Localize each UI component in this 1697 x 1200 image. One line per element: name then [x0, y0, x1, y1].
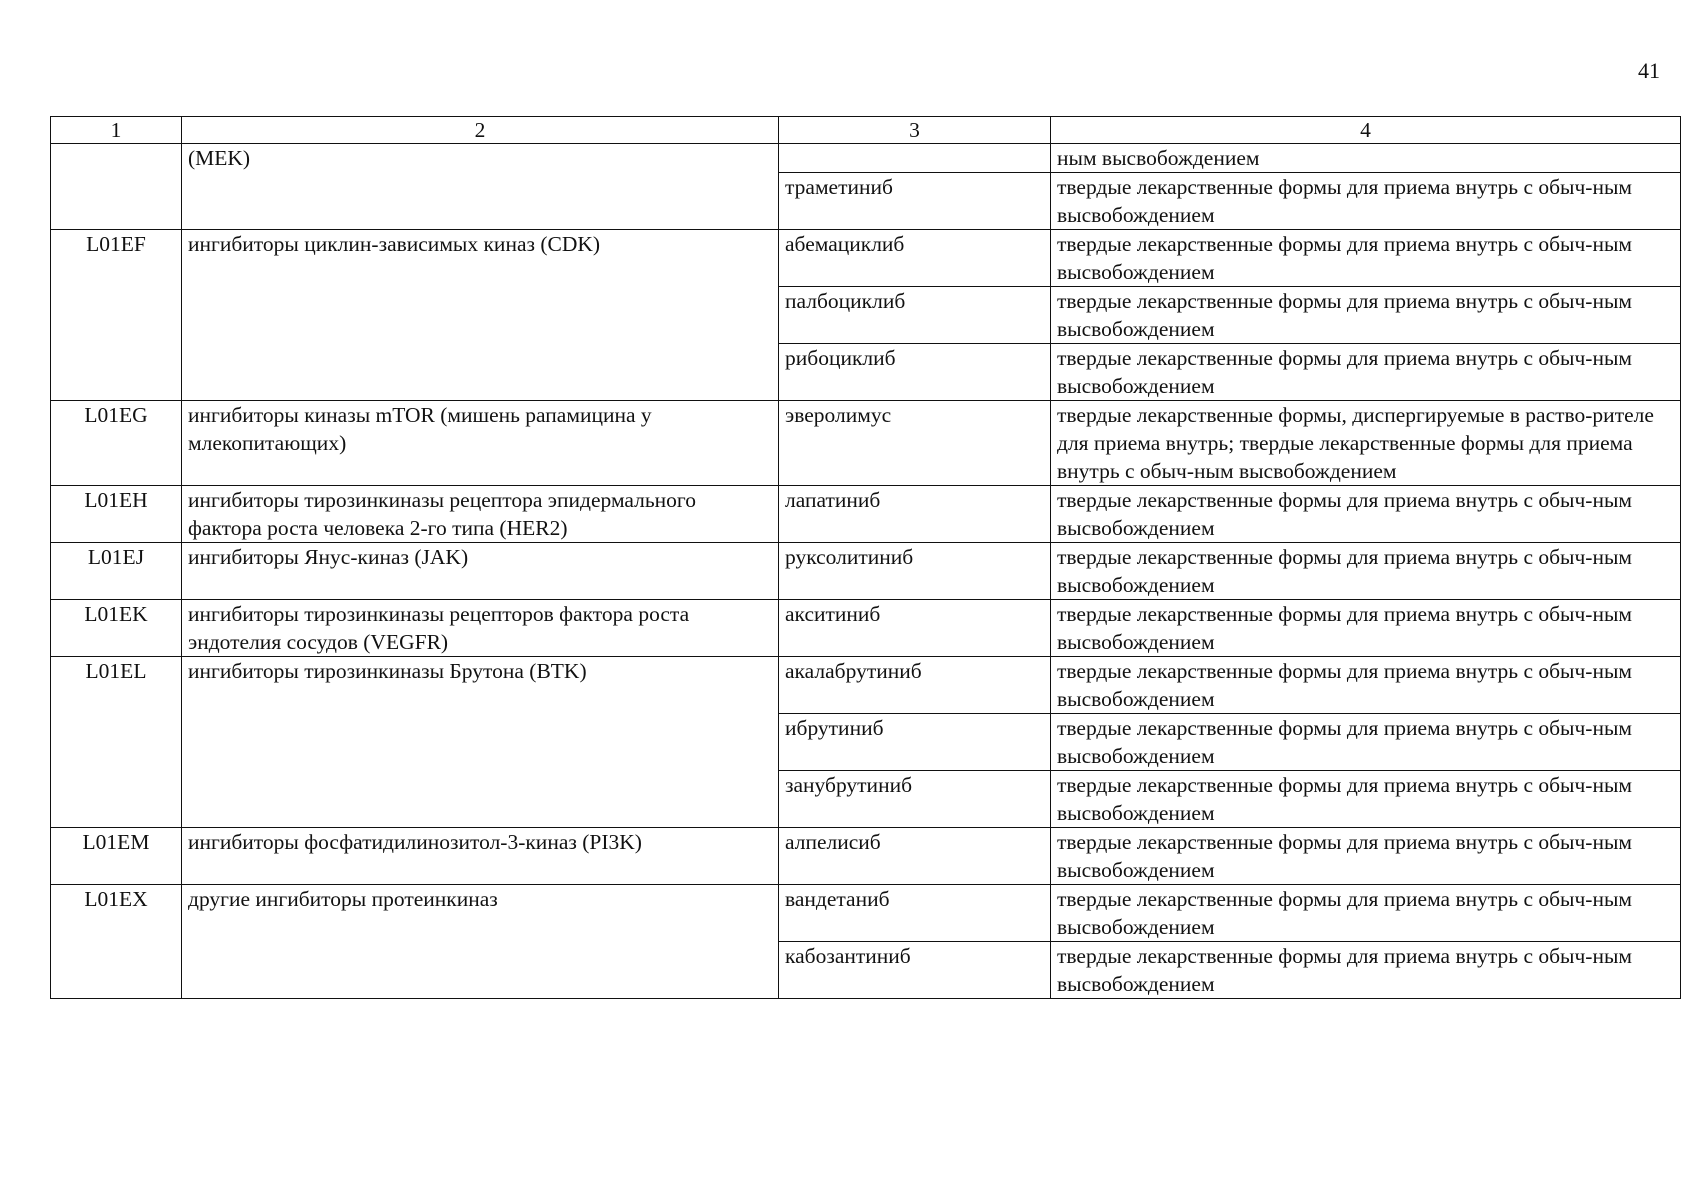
drug-name-cell: рибоциклиб [779, 344, 1051, 401]
drug-name-cell [779, 144, 1051, 173]
column-header-4: 4 [1051, 117, 1681, 144]
group-name-cell: другие ингибиторы протеинкиназ [182, 885, 779, 999]
atc-code-cell: L01EK [51, 600, 182, 657]
atc-code-cell [51, 144, 182, 230]
drug-name-cell: занубрутиниб [779, 771, 1051, 828]
drug-name-cell: кабозантиниб [779, 942, 1051, 999]
column-header-2: 2 [182, 117, 779, 144]
page-number: 41 [1638, 58, 1660, 83]
drug-name-cell: палбоциклиб [779, 287, 1051, 344]
table-row [51, 828, 1681, 885]
drug-name-cell: алпелисиб [779, 828, 1051, 885]
group-name-cell: ингибиторы киназы mTOR (мишень рапамицина у млекопитающих) [182, 401, 779, 486]
drug-name-cell: акалабрутиниб [779, 657, 1051, 714]
group-name-cell: ингибиторы тирозинкиназы рецептора эпидермального фактора роста человека 2-го типа (HER2) [182, 486, 779, 543]
dosage-form-cell: твердые лекарственные формы для приема внутрь с обыч-ным высвобождением [1051, 344, 1681, 401]
group-name-cell: ингибиторы циклин-зависимых киназ (CDK) [182, 230, 779, 401]
dosage-form-cell: твердые лекарственные формы для приема внутрь с обыч-ным высвобождением [1051, 600, 1681, 657]
dosage-form-cell: твердые лекарственные формы для приема внутрь с обыч-ным высвобождением [1051, 714, 1681, 771]
table-row [51, 230, 1681, 287]
group-name-cell: ингибиторы тирозинкиназы рецепторов фактора роста эндотелия сосудов (VEGFR) [182, 600, 779, 657]
table-row [51, 543, 1681, 600]
atc-code-cell: L01EX [51, 885, 182, 999]
column-header-3: 3 [779, 117, 1051, 144]
table-header [51, 117, 1681, 144]
dosage-form-cell: твердые лекарственные формы, диспергируемые в раство-рителе для приема внутрь; твердые лекарственные формы для приема внутрь с обыч-ным высвобождением [1051, 401, 1681, 486]
group-name-cell: ингибиторы Янус-киназ (JAK) [182, 543, 779, 600]
group-name-cell: ингибиторы тирозинкиназы Брутона (BTK) [182, 657, 779, 828]
dosage-form-cell: твердые лекарственные формы для приема внутрь с обыч-ным высвобождением [1051, 543, 1681, 600]
atc-code-cell: L01EL [51, 657, 182, 828]
drug-name-cell: ибрутиниб [779, 714, 1051, 771]
atc-code-cell: L01EJ [51, 543, 182, 600]
dosage-form-cell: твердые лекарственные формы для приема внутрь с обыч-ным высвобождением [1051, 828, 1681, 885]
atc-code-cell: L01EM [51, 828, 182, 885]
column-header-1: 1 [51, 117, 182, 144]
table-row [51, 401, 1681, 486]
drug-name-cell: руксолитиниб [779, 543, 1051, 600]
drug-name-cell: эверолимус [779, 401, 1051, 486]
dosage-form-cell: ным высвобождением [1051, 144, 1681, 173]
drug-name-cell: абемациклиб [779, 230, 1051, 287]
dosage-form-cell: твердые лекарственные формы для приема внутрь с обыч-ным высвобождением [1051, 173, 1681, 230]
dosage-form-cell: твердые лекарственные формы для приема внутрь с обыч-ным высвобождением [1051, 885, 1681, 942]
atc-code-cell: L01EH [51, 486, 182, 543]
group-name-cell: (MEK) [182, 144, 779, 230]
atc-code-cell: L01EF [51, 230, 182, 401]
table-row [51, 600, 1681, 657]
table-row [51, 144, 1681, 173]
dosage-form-cell: твердые лекарственные формы для приема внутрь с обыч-ным высвобождением [1051, 657, 1681, 714]
dosage-form-cell: твердые лекарственные формы для приема внутрь с обыч-ным высвобождением [1051, 771, 1681, 828]
dosage-form-cell: твердые лекарственные формы для приема внутрь с обыч-ным высвобождением [1051, 486, 1681, 543]
drug-name-cell: вандетаниб [779, 885, 1051, 942]
drug-table [50, 116, 1681, 999]
dosage-form-cell: твердые лекарственные формы для приема внутрь с обыч-ным высвобождением [1051, 230, 1681, 287]
group-name-cell: ингибиторы фосфатидилинозитол-3-киназ (PI3K) [182, 828, 779, 885]
drug-name-cell: акситиниб [779, 600, 1051, 657]
table-row [51, 486, 1681, 543]
table-row [51, 885, 1681, 942]
header-row [51, 117, 1681, 144]
drug-name-cell: лапатиниб [779, 486, 1051, 543]
drug-name-cell: траметиниб [779, 173, 1051, 230]
dosage-form-cell: твердые лекарственные формы для приема внутрь с обыч-ным высвобождением [1051, 942, 1681, 999]
table-row [51, 657, 1681, 714]
dosage-form-cell: твердые лекарственные формы для приема внутрь с обыч-ным высвобождением [1051, 287, 1681, 344]
table-body [51, 144, 1681, 999]
atc-code-cell: L01EG [51, 401, 182, 486]
